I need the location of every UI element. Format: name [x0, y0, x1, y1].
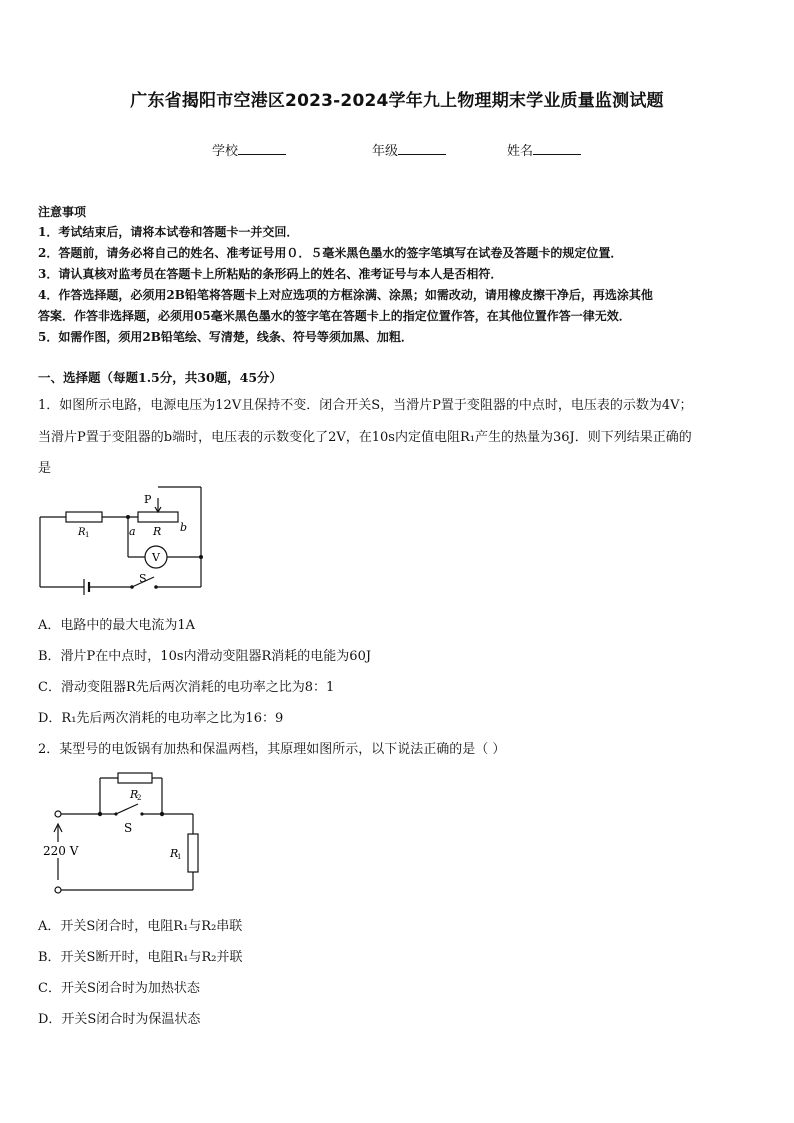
school-field[interactable] — [212, 140, 286, 159]
question-2-stem-line: 2．某型号的电饭锅有加热和保温两档，其原理如图所示，以下说法正确的是（ ） — [38, 742, 506, 757]
label-b: b — [180, 521, 188, 534]
question-1-stem-line: 当滑片P置于变阻器的b端时，电压表的示数变化了2V，在10s内定值电阻R₁产生的热量为36J．则下列结果正确的 — [38, 430, 692, 445]
question-1-stem-line: 1．如图所示电路，电源电压为12V且保持不变．闭合开关S，当滑片P置于变阻器的中点时，电压表的示数为4V； — [38, 398, 693, 413]
page-title: 广东省揭阳市空港区2023-2024学年九上物理期末学业质量监测试题 — [130, 91, 664, 111]
grade-label: 年级 — [372, 144, 399, 159]
section-heading: 一、选择题（每题1.5分，共30题，45分） — [38, 370, 283, 385]
label-a: a — [129, 525, 136, 538]
resistor-r1 — [188, 834, 198, 872]
question-1-option-c[interactable]: C．滑动变阻器R先后两次消耗的电功率之比为8：1 — [38, 680, 335, 695]
school-label: 学校 — [212, 144, 239, 159]
school-blank[interactable] — [238, 142, 286, 155]
resistor-r2 — [118, 773, 152, 783]
question-1-option-d[interactable]: D．R₁先后两次消耗的电功率之比为16：9 — [38, 711, 284, 726]
rheostat-r — [138, 512, 178, 522]
label-r: R — [153, 525, 162, 538]
label-r2-sub: 2 — [137, 794, 142, 802]
question-1-stem-line: 是 — [38, 461, 52, 476]
question-2-option-a[interactable]: A．开关S闭合时，电阻R₁与R₂串联 — [38, 919, 243, 934]
question-2-option-d[interactable]: D．开关S闭合时为保温状态 — [38, 1012, 201, 1027]
grade-field[interactable] — [372, 140, 446, 159]
label-r1-sub: 1 — [85, 531, 90, 539]
question-2-circuit-diagram — [38, 768, 208, 900]
label-220v: 220 V — [43, 844, 79, 858]
note-item: 1．考试结束后，请将本试卷和答题卡一并交回． — [38, 225, 299, 239]
note-item: 3．请认真核对监考员在答题卡上所粘贴的条形码上的姓名、准考证号与本人是否相符． — [38, 267, 503, 281]
label-p: P — [144, 493, 152, 506]
name-blank[interactable] — [533, 142, 581, 155]
note-item: 4．作答选择题，必须用2B铅笔将答题卡上对应选项的方框涂满、涂黑；如需改动，请用橡皮擦干净后，再选涂其他 — [38, 288, 653, 302]
label-v: V — [152, 551, 160, 564]
notes-heading: 注意事项 — [38, 205, 87, 219]
grade-blank[interactable] — [398, 142, 446, 155]
name-label: 姓名 — [507, 144, 534, 159]
note-item: 5．如需作图，须用2B铅笔绘、写清楚，线条、符号等须加黑、加粗． — [38, 330, 413, 344]
label-r2: R — [130, 788, 139, 801]
question-2-option-c[interactable]: C．开关S闭合时为加热状态 — [38, 981, 200, 996]
question-1-circuit-diagram — [36, 485, 216, 595]
label-r1: R — [78, 527, 86, 538]
note-item: 答案．作答非选择题，必须用05毫米黑色墨水的签字笔在答题卡上的指定位置作答，在其他位置作答一律无效． — [38, 309, 631, 323]
label-r1: R — [170, 847, 179, 860]
question-1-option-a[interactable]: A．电路中的最大电流为1A — [38, 618, 196, 633]
resistor-r1 — [66, 512, 102, 522]
note-item: 2．答题前，请务必将自己的姓名、准考证号用０．５毫米黑色墨水的签字笔填写在试卷及答题卡的规定位置． — [38, 246, 623, 260]
label-r1-sub: 1 — [177, 853, 182, 861]
switch-s — [116, 804, 138, 814]
question-1-option-b[interactable]: B．滑片P在中点时，10s内滑动变阻器R消耗的电能为60J — [38, 649, 372, 664]
terminal-top — [55, 811, 61, 817]
question-2-option-b[interactable]: B．开关S断开时，电阻R₁与R₂并联 — [38, 950, 243, 965]
name-field[interactable] — [507, 140, 581, 159]
label-s: S — [124, 821, 133, 835]
label-s: S — [139, 572, 147, 585]
terminal-bottom — [55, 887, 61, 893]
